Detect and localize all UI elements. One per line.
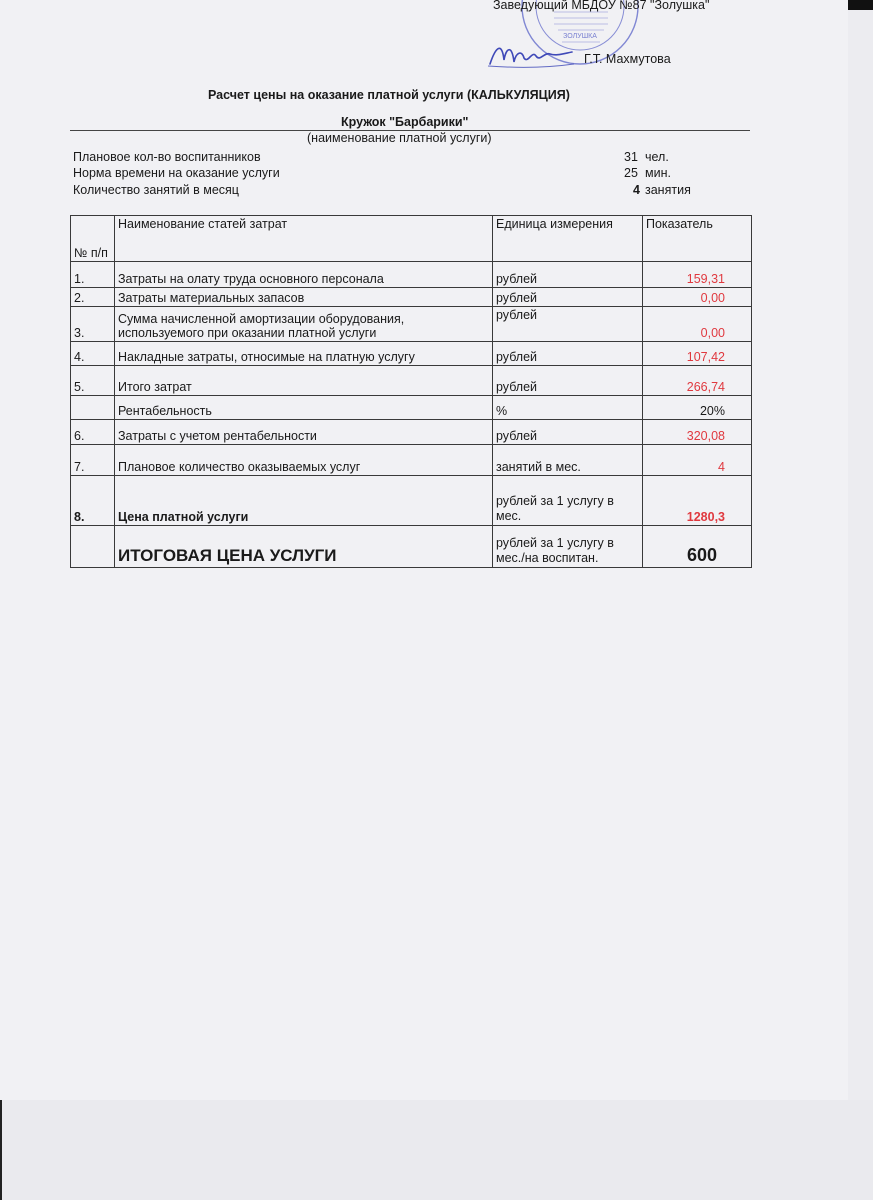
row-unit: рублей за 1 услугу в мес./на воспитан. — [493, 526, 643, 568]
row-name: Накладные затраты, относимые на платную услугу — [115, 342, 493, 366]
row-num: 4. — [71, 342, 115, 366]
param-unit: мин. — [645, 166, 671, 180]
row-name: Рентабельность — [115, 396, 493, 420]
row-value: 266,74 — [643, 366, 752, 396]
row-num: 5. — [71, 366, 115, 396]
final-price-value: 600 — [643, 526, 752, 568]
header-unit: Единица измерения — [493, 216, 643, 262]
final-price-label: ИТОГОВАЯ ЦЕНА УСЛУГИ — [115, 526, 493, 568]
table-row — [71, 342, 752, 366]
table-row — [71, 288, 752, 307]
signature — [486, 38, 576, 77]
row-num: 2. — [71, 288, 115, 307]
svg-text:ЗОЛУШКА: ЗОЛУШКА — [563, 33, 597, 40]
row-unit: рублей — [493, 288, 643, 307]
scan-margin-bottom — [0, 1100, 873, 1200]
param-label: Норма времени на оказание услуги — [73, 166, 280, 180]
row-name: Цена платной услуги — [115, 476, 493, 526]
row-unit: рублей — [493, 307, 643, 342]
param-label: Количество занятий в месяц — [73, 183, 239, 197]
table-row — [71, 396, 752, 420]
table-row — [71, 476, 752, 526]
row-unit: занятий в мес. — [493, 445, 643, 476]
service-name: Кружок "Барбарики" — [341, 115, 469, 129]
row-name: Итого затрат — [115, 366, 493, 396]
row-value: 20% — [643, 396, 752, 420]
row-value: 0,00 — [643, 288, 752, 307]
row-value: 1280,3 — [643, 476, 752, 526]
param-unit: занятия — [645, 183, 691, 197]
row-name: Затраты с учетом рентабельности — [115, 420, 493, 445]
row-unit: рублей — [493, 420, 643, 445]
row-value: 159,31 — [643, 262, 752, 288]
header-num: № п/п — [71, 216, 115, 262]
param-label: Плановое кол-во воспитанников — [73, 150, 261, 164]
scan-margin-right — [848, 0, 873, 1100]
row-num: 6. — [71, 420, 115, 445]
table-row — [71, 262, 752, 288]
row-unit: рублей — [493, 262, 643, 288]
document-title: Расчет цены на оказание платной услуги (КАЛЬКУЛЯЦИЯ) — [208, 88, 570, 102]
row-num: 7. — [71, 445, 115, 476]
row-name: Затраты на олату труда основного персонала — [115, 262, 493, 288]
param-value: 31 — [624, 150, 638, 164]
service-caption: (наименование платной услуги) — [307, 131, 492, 145]
header-name: Наименование статей затрат — [115, 216, 493, 262]
row-num: 3. — [71, 307, 115, 342]
table-row-total — [71, 526, 752, 568]
row-unit: рублей — [493, 342, 643, 366]
row-value: 0,00 — [643, 307, 752, 342]
row-unit: рублей — [493, 366, 643, 396]
row-value: 107,42 — [643, 342, 752, 366]
table-row — [71, 307, 752, 342]
row-unit: рублей за 1 услугу в мес. — [493, 476, 643, 526]
head-position: Заведующий МБДОУ №87 "Золушка" — [493, 0, 710, 12]
head-name: Г.Т. Махмутова — [584, 52, 671, 66]
row-name: Сумма начисленной амортизации оборудования, используемого при оказании платной услуги — [115, 307, 493, 342]
param-value: 25 — [624, 166, 638, 180]
header-value: Показатель — [643, 216, 752, 262]
scan-edge-mark-left — [0, 1100, 2, 1200]
table-header-row — [71, 216, 752, 262]
param-value: 4 — [633, 183, 640, 197]
row-num — [71, 396, 115, 420]
row-value: 320,08 — [643, 420, 752, 445]
row-num — [71, 526, 115, 568]
scan-edge-mark — [848, 0, 873, 10]
row-unit: % — [493, 396, 643, 420]
row-num: 1. — [71, 262, 115, 288]
calculation-table — [70, 215, 752, 568]
param-unit: чел. — [645, 150, 669, 164]
row-name: Затраты материальных запасов — [115, 288, 493, 307]
row-name: Плановое количество оказываемых услуг — [115, 445, 493, 476]
table-row — [71, 366, 752, 396]
table-row — [71, 420, 752, 445]
table-row — [71, 445, 752, 476]
row-num: 8. — [71, 476, 115, 526]
row-value: 4 — [643, 445, 752, 476]
